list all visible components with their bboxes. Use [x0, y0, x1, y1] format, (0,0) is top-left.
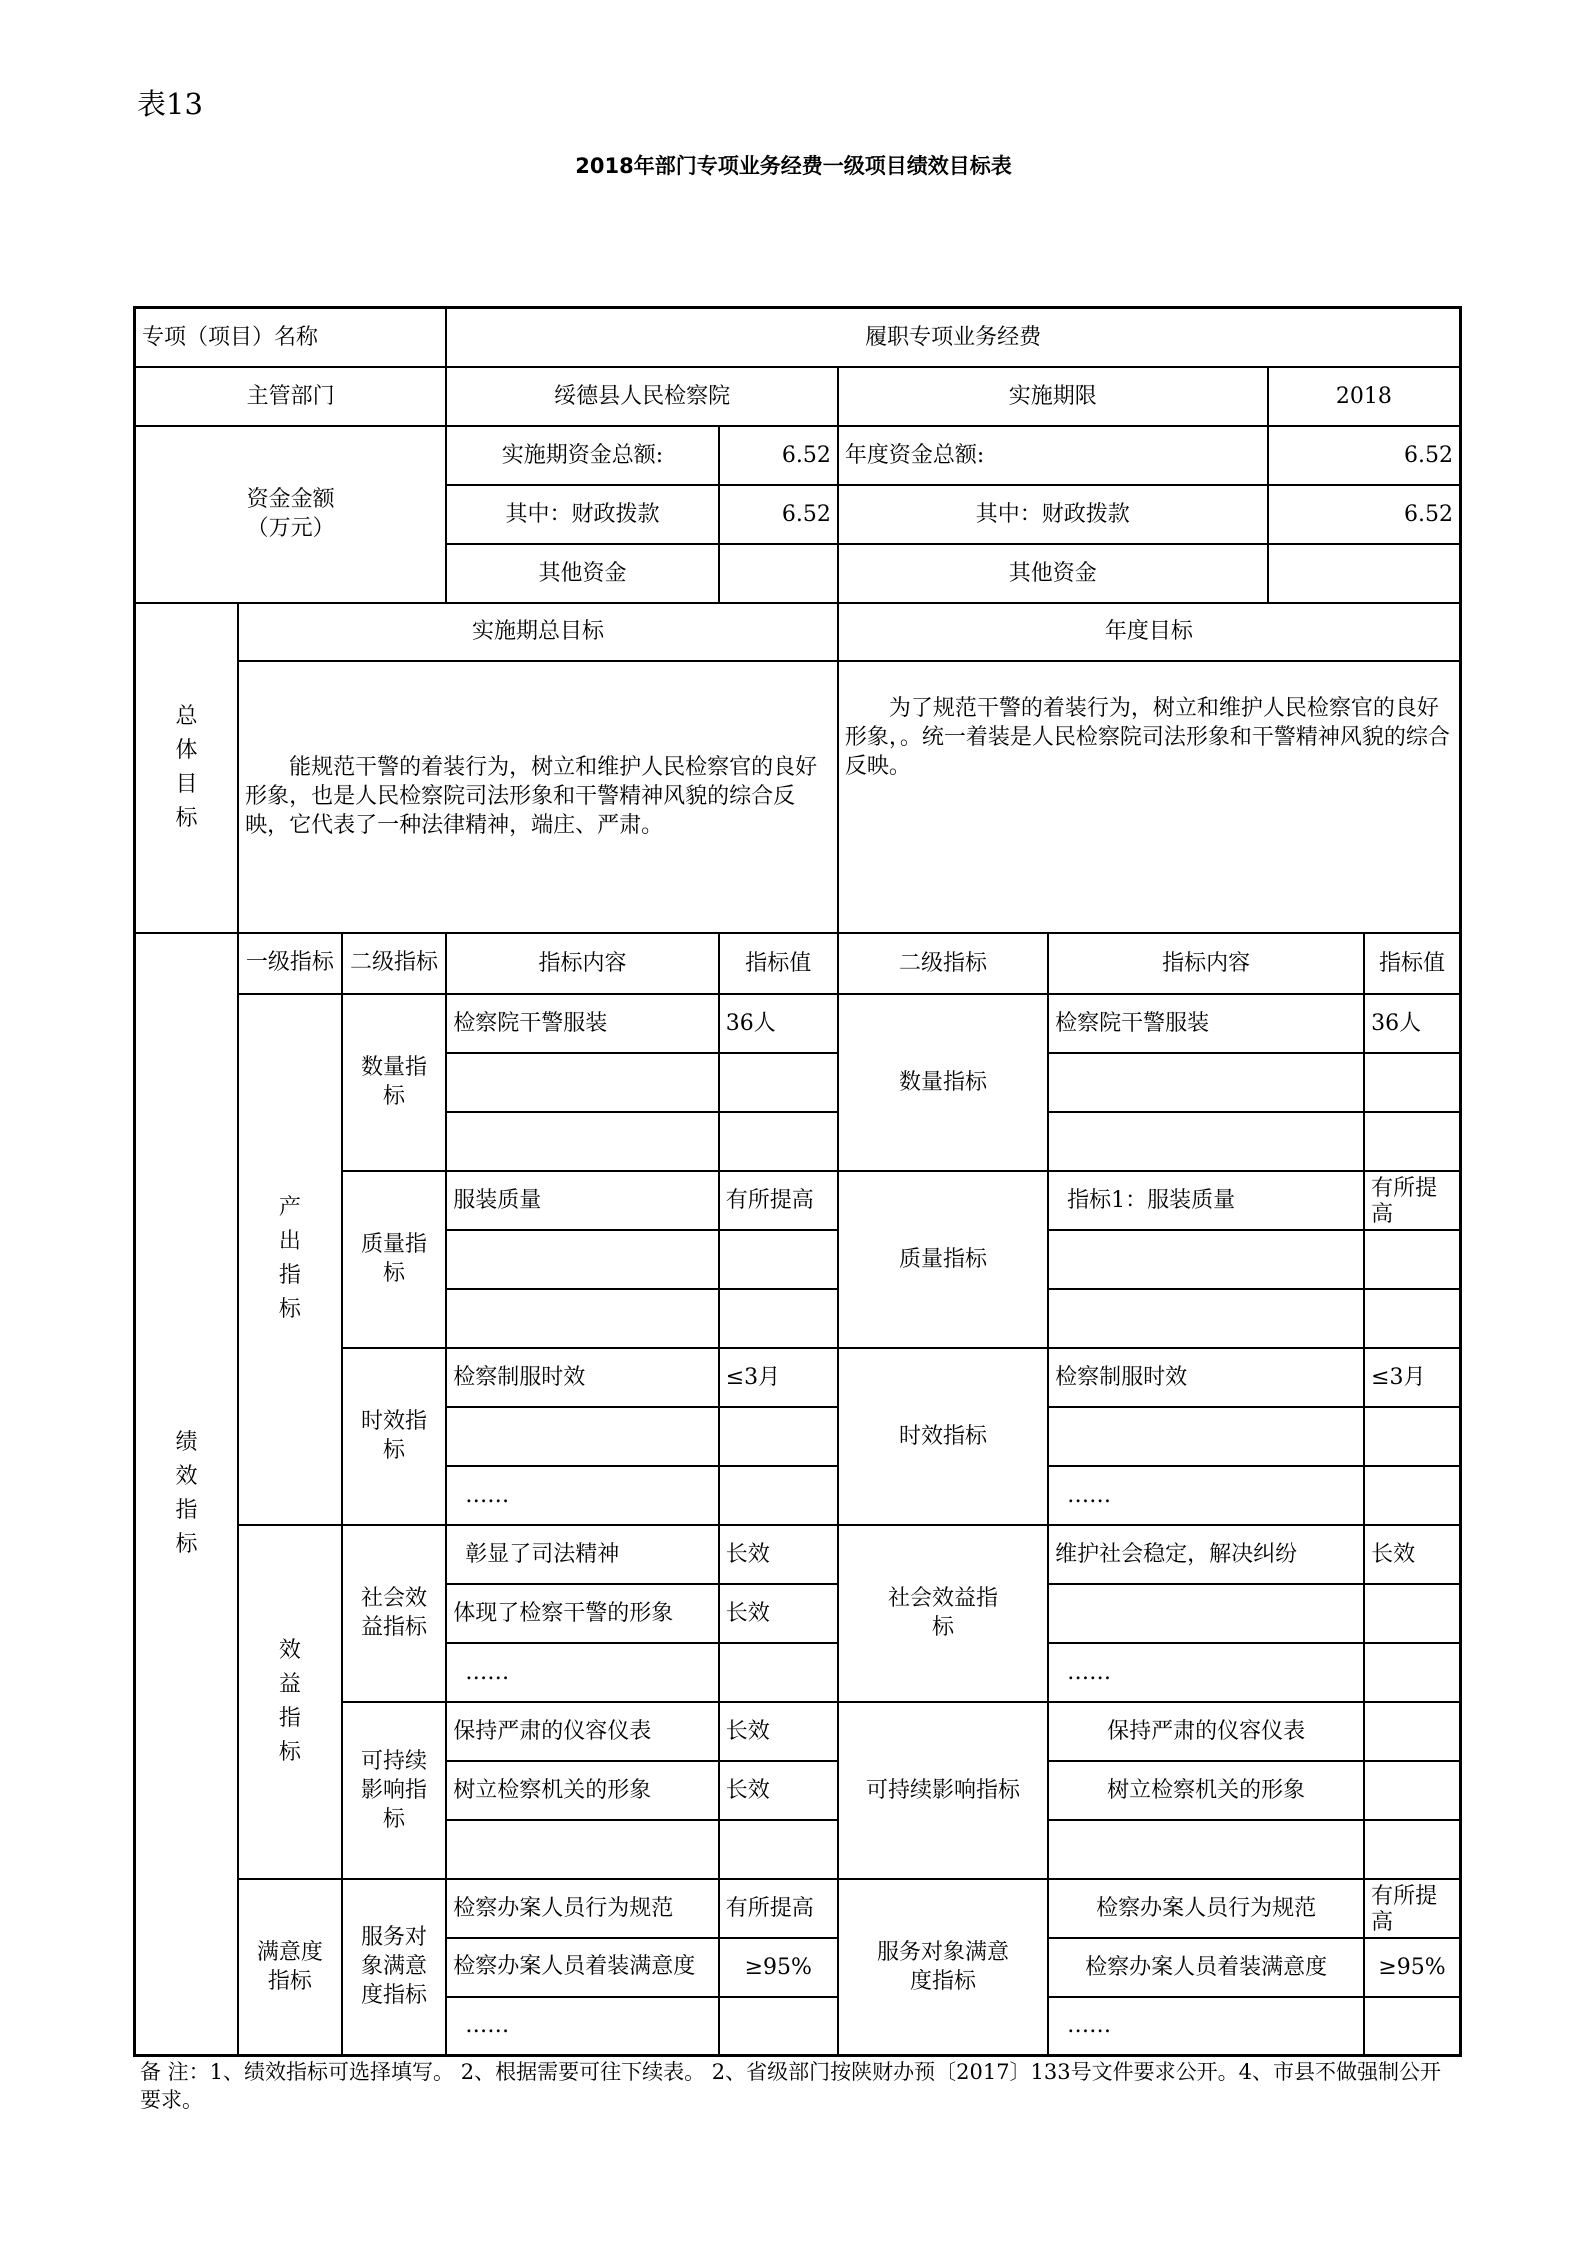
quantity-indicator-label: [342, 994, 447, 1171]
content-header-right: 指标内容: [1048, 933, 1364, 994]
level1-header: 一级指标: [238, 933, 342, 994]
level2-header: 二级指标: [342, 933, 447, 994]
impl-goal-text: 能规范干警的着装行为，树立和维护人民检察官的良好形象，也是人民检察院司法形象和干警精神风貌的综合反映，它代表了一种法律精神，端庄、严肃。: [238, 661, 838, 933]
quality-indicator-label-text: 质量指标: [360, 1232, 427, 1286]
period-value: 2018: [1268, 367, 1461, 426]
sustainable-impact-indicator-label-text: 可持续影响指标: [360, 1748, 427, 1832]
indicator-value-right: [1364, 1053, 1460, 1112]
indicator-value-right: ≥95%: [1364, 1938, 1460, 1997]
sustainable-impact-indicator-label: [342, 1702, 447, 1879]
indicator-content-right: [1048, 1053, 1364, 1112]
indicator-content: ……: [446, 1643, 718, 1702]
project-name-label: 专项（项目）名称: [135, 308, 447, 367]
indicator-content-right: ……: [1048, 1466, 1364, 1525]
indicator-content: ……: [446, 1997, 718, 2056]
quality-indicator-label-right: 质量指标: [838, 1171, 1048, 1348]
indicator-content-right: 检察办案人员行为规范: [1048, 1879, 1364, 1938]
period-label: 实施期限: [838, 367, 1268, 426]
indicator-content: [446, 1407, 718, 1466]
indicator-value-right: [1364, 1112, 1460, 1171]
service-satisfaction-indicator-label-right-text: 服务对象满意度指标: [876, 1939, 1009, 1994]
indicator-content-right: 保持严肃的仪容仪表: [1048, 1702, 1364, 1761]
indicator-content-right: 检察制服时效: [1048, 1348, 1364, 1407]
quality-indicator-label: [342, 1171, 447, 1348]
indicator-value-right: [1364, 1820, 1460, 1879]
indicator-content: ……: [446, 1466, 718, 1525]
indicator-content: 体现了检察干警的形象: [446, 1584, 718, 1643]
social-benefit-indicator-label-right: [838, 1525, 1048, 1702]
funds-label: [135, 426, 447, 603]
impl-total-label: 实施期资金总额:: [446, 426, 718, 485]
indicator-content-right: 树立检察机关的形象: [1048, 1761, 1364, 1820]
annual-total-value: 6.52: [1268, 426, 1461, 485]
performance-target-table: [133, 306, 1462, 2057]
service-satisfaction-indicator-label-text: 服务对象满意度指标: [360, 1925, 427, 2009]
indicator-content: 服装质量: [446, 1171, 718, 1230]
indicator-value: 长效: [719, 1761, 838, 1820]
footnote: 备 注：1、绩效指标可选择填写。 2、根据需要可往下续表。 2、省级部门按陕财办预〔2017〕133号文件要求公开。4、市县不做强制公开要求。: [140, 2060, 1441, 2112]
indicator-content-right: 维护社会稳定，解决纠纷: [1048, 1525, 1364, 1584]
indicator-value-right: 有所提高: [1364, 1171, 1460, 1230]
level2-header-right: 二级指标: [838, 933, 1048, 994]
indicator-value-right: [1364, 1702, 1460, 1761]
indicator-value-right: [1364, 1761, 1460, 1820]
indicator-content-right: [1048, 1230, 1364, 1289]
indicator-value: [719, 1407, 838, 1466]
indicator-value-right: [1364, 1584, 1460, 1643]
indicator-value: 36人: [719, 994, 838, 1053]
annual-goal-text: 为了规范干警的着装行为，树立和维护人民检察官的良好形象，。统一着装是人民检察院司法形象和干警精神风貌的综合反映。: [838, 661, 1461, 933]
indicator-value-right: [1364, 1997, 1460, 2056]
indicator-content: [446, 1112, 718, 1171]
indicator-value: 长效: [719, 1584, 838, 1643]
overall-goal-label-text: 总体目标: [175, 703, 198, 831]
content-header: 指标内容: [446, 933, 718, 994]
indicator-content: 检察办案人员行为规范: [446, 1879, 718, 1938]
benefit-indicator-label: [238, 1525, 342, 1879]
indicator-content-right: 检察办案人员着装满意度: [1048, 1938, 1364, 1997]
indicator-value-right: 36人: [1364, 994, 1460, 1053]
value-header: 指标值: [719, 933, 838, 994]
indicator-content-right: ……: [1048, 1643, 1364, 1702]
annual-total-label: 年度资金总额:: [838, 426, 1268, 485]
indicator-value-right: 长效: [1364, 1525, 1460, 1584]
indicator-value-right: [1364, 1289, 1460, 1348]
performance-indicator-label-text: 绩效指标: [175, 1429, 198, 1557]
performance-indicator-label: [135, 933, 239, 2056]
indicator-value: 长效: [719, 1702, 838, 1761]
output-indicator-label-text: 产出指标: [278, 1195, 301, 1322]
impl-other-label: 其他资金: [446, 544, 718, 603]
department-label: 主管部门: [135, 367, 447, 426]
indicator-content: [446, 1230, 718, 1289]
satisfaction-indicator-label: [238, 1879, 342, 2056]
funds-label-line1: 资金金额: [246, 487, 335, 512]
indicator-value-right: [1364, 1407, 1460, 1466]
indicator-content: 彰显了司法精神: [446, 1525, 718, 1584]
indicator-value: [719, 1466, 838, 1525]
sustainable-impact-indicator-label-right: 可持续影响指标: [838, 1702, 1048, 1879]
indicator-content: [446, 1289, 718, 1348]
social-benefit-indicator-label-right-text: 社会效益指标: [888, 1586, 999, 1640]
impl-fiscal-value: 6.52: [719, 485, 838, 544]
annual-fiscal-value: 6.52: [1268, 485, 1461, 544]
timeliness-indicator-label-text: 时效指标: [360, 1409, 427, 1463]
annual-other-value: [1268, 544, 1461, 603]
social-benefit-indicator-label-text: 社会效益指标: [360, 1586, 427, 1640]
sheet-label: 表13: [137, 87, 203, 121]
indicator-value-right: [1364, 1466, 1460, 1525]
indicator-value: [719, 1997, 838, 2056]
indicator-value-right: ≤3月: [1364, 1348, 1460, 1407]
indicator-value-right: [1364, 1643, 1460, 1702]
indicator-content: 检察制服时效: [446, 1348, 718, 1407]
service-satisfaction-indicator-label-right: [838, 1879, 1048, 2056]
indicator-value: [719, 1053, 838, 1112]
overall-goal-label: [135, 603, 239, 933]
indicator-value: 有所提高: [719, 1879, 838, 1938]
indicator-value: [719, 1643, 838, 1702]
indicator-content: 检察院干警服装: [446, 994, 718, 1053]
indicator-value: 长效: [719, 1525, 838, 1584]
quantity-indicator-label-right: 数量指标: [838, 994, 1048, 1171]
indicator-value: [719, 1112, 838, 1171]
annual-goal-header: 年度目标: [838, 603, 1461, 661]
impl-other-value: [719, 544, 838, 603]
indicator-content-right: [1048, 1820, 1364, 1879]
indicator-content: [446, 1820, 718, 1879]
quantity-indicator-label-text: 数量指标: [360, 1055, 427, 1109]
value-header-right: 指标值: [1364, 933, 1460, 994]
funds-label-line2: （万元）: [246, 516, 335, 541]
indicator-content-right: [1048, 1407, 1364, 1466]
indicator-content: 树立检察机关的形象: [446, 1761, 718, 1820]
timeliness-indicator-label-right: 时效指标: [838, 1348, 1048, 1525]
impl-goal-header: 实施期总目标: [238, 603, 838, 661]
indicator-value: [719, 1289, 838, 1348]
satisfaction-indicator-label-text: 满意度指标: [256, 1939, 323, 1994]
social-benefit-indicator-label: [342, 1525, 447, 1702]
service-satisfaction-indicator-label: [342, 1879, 447, 2056]
page-title: 2018年部门专项业务经费一级项目绩效目标表: [575, 154, 1012, 178]
indicator-content-right: ……: [1048, 1997, 1364, 2056]
indicator-value-right: [1364, 1230, 1460, 1289]
indicator-value: ≤3月: [719, 1348, 838, 1407]
indicator-value: [719, 1820, 838, 1879]
indicator-content-right: [1048, 1584, 1364, 1643]
output-indicator-label: [238, 994, 342, 1525]
project-name-value: 履职专项业务经费: [446, 308, 1460, 367]
impl-fiscal-label: 其中：财政拨款: [446, 485, 718, 544]
indicator-value: ≥95%: [719, 1938, 838, 1997]
indicator-content: 保持严肃的仪容仪表: [446, 1702, 718, 1761]
timeliness-indicator-label: [342, 1348, 447, 1525]
department-value: 绥德县人民检察院: [446, 367, 838, 426]
indicator-content-right: [1048, 1112, 1364, 1171]
benefit-indicator-label-text: 效益指标: [278, 1637, 301, 1765]
impl-total-value: 6.52: [719, 426, 838, 485]
indicator-value: 有所提高: [719, 1171, 838, 1230]
indicator-value-right: 有所提高: [1364, 1879, 1460, 1938]
indicator-content: [446, 1053, 718, 1112]
annual-other-label: 其他资金: [838, 544, 1268, 603]
annual-fiscal-label: 其中：财政拨款: [838, 485, 1268, 544]
indicator-value: [719, 1230, 838, 1289]
indicator-content-right: [1048, 1289, 1364, 1348]
indicator-content-right: 指标1：服装质量: [1048, 1171, 1364, 1230]
indicator-content-right: 检察院干警服装: [1048, 994, 1364, 1053]
indicator-content: 检察办案人员着装满意度: [446, 1938, 718, 1997]
